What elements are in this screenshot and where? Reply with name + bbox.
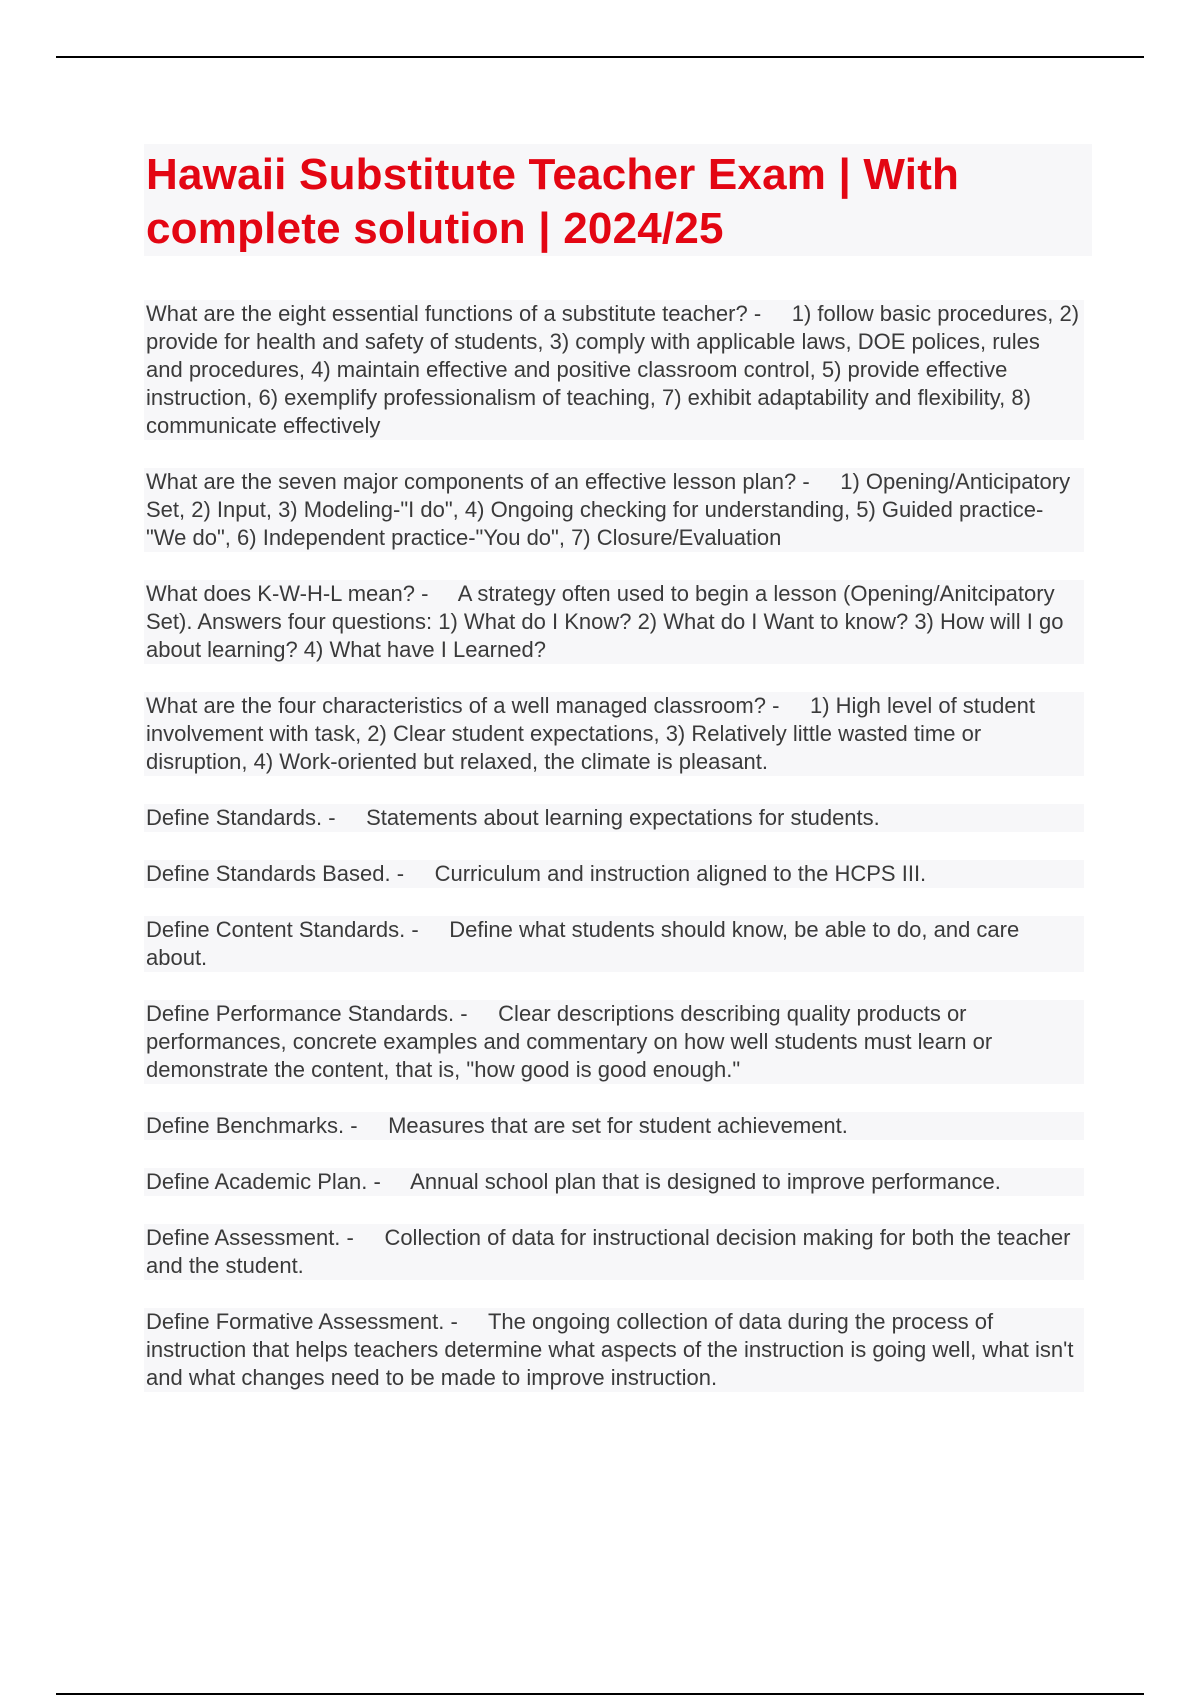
qa-list bbox=[144, 300, 1084, 1420]
question: What are the seven major components of an effective lesson plan? bbox=[146, 469, 797, 494]
document-title: Hawaii Substitute Teacher Exam | With complete solution | 2024/25 bbox=[146, 150, 960, 253]
separator: - bbox=[454, 1001, 499, 1026]
qa-item bbox=[144, 1168, 1084, 1196]
qa-item bbox=[144, 1308, 1084, 1392]
question: Define Assessment. bbox=[146, 1225, 341, 1250]
answer: Define what students should know, be able to do, and care about. bbox=[146, 917, 1026, 970]
top-rule bbox=[56, 56, 1144, 58]
separator: - bbox=[765, 693, 810, 718]
qa-item bbox=[144, 1000, 1084, 1084]
answer: Statements about learning expectations for students. bbox=[366, 805, 880, 830]
separator: - bbox=[747, 301, 792, 326]
qa-item bbox=[144, 804, 1084, 832]
separator: - bbox=[367, 1169, 411, 1194]
question: What are the four characteristics of a well managed classroom? bbox=[146, 693, 766, 718]
title-block bbox=[144, 144, 1092, 256]
question: Define Academic Plan. bbox=[146, 1169, 368, 1194]
question: Define Content Standards. bbox=[146, 917, 406, 942]
answer: 1) High level of student involvement with task, 2) Clear student expectations, 3) Relatively little wasted time or disruption, 4) Work-oriented but relaxed, the climate is pleasant. bbox=[146, 693, 1042, 774]
question: Define Performance Standards. bbox=[146, 1001, 455, 1026]
separator: - bbox=[405, 917, 450, 942]
answer: 1) Opening/Anticipatory Set, 2) Input, 3) Modeling-"I do", 4) Ongoing checking for understanding, 5) Guided practice-"We do", 6) Independent practice-"You do", 7) Closure/Evaluation bbox=[146, 469, 1077, 550]
question: What does K-W-H-L mean? bbox=[146, 581, 415, 606]
question: Define Standards. bbox=[146, 805, 323, 830]
question: Define Standards Based. bbox=[146, 861, 391, 886]
question: Define Benchmarks. bbox=[146, 1113, 345, 1138]
answer: Measures that are set for student achievement. bbox=[388, 1113, 848, 1138]
qa-item bbox=[144, 916, 1084, 972]
answer: Collection of data for instructional decision making for both the teacher and the student. bbox=[146, 1225, 1077, 1278]
answer: A strategy often used to begin a lesson (Opening/Anitcipatory Set). Answers four questions: 1) What do I Know? 2) What do I Want to know? 3) How will I go about learning? 4) What have I Learned? bbox=[146, 581, 1070, 662]
separator: - bbox=[444, 1309, 488, 1334]
bottom-rule bbox=[56, 1693, 1144, 1695]
answer: 1) follow basic procedures, 2) provide for health and safety of students, 3) comply with applicable laws, DOE polices, rules and procedures, 4) maintain effective and positive classroom control, 5) provide effective instruction, 6) exemplify professionalism of teaching, 7) exhibit adaptability and flexibility, 8) communicate effectively bbox=[146, 301, 1086, 438]
qa-item bbox=[144, 580, 1084, 664]
qa-item bbox=[144, 1112, 1084, 1140]
separator: - bbox=[344, 1113, 389, 1138]
question: What are the eight essential functions of a substitute teacher? bbox=[146, 301, 748, 326]
separator: - bbox=[414, 581, 458, 606]
qa-item bbox=[144, 692, 1084, 776]
separator: - bbox=[796, 469, 841, 494]
question: Define Formative Assessment. bbox=[146, 1309, 445, 1334]
qa-item bbox=[144, 1224, 1084, 1280]
separator: - bbox=[340, 1225, 385, 1250]
separator: - bbox=[390, 861, 435, 886]
answer: The ongoing collection of data during the process of instruction that helps teachers determine what aspects of the instruction is going well, what isn't and what changes need to be made to improve instruction. bbox=[146, 1309, 1080, 1390]
separator: - bbox=[322, 805, 367, 830]
qa-item bbox=[144, 300, 1084, 440]
qa-item bbox=[144, 468, 1084, 552]
answer: Clear descriptions describing quality products or performances, concrete examples and commentary on how well students must learn or demonstrate the content, that is, "how good is good enough." bbox=[146, 1001, 999, 1082]
answer: Annual school plan that is designed to improve performance. bbox=[410, 1169, 1001, 1194]
qa-item bbox=[144, 860, 1084, 888]
answer: Curriculum and instruction aligned to the HCPS III. bbox=[434, 861, 927, 886]
